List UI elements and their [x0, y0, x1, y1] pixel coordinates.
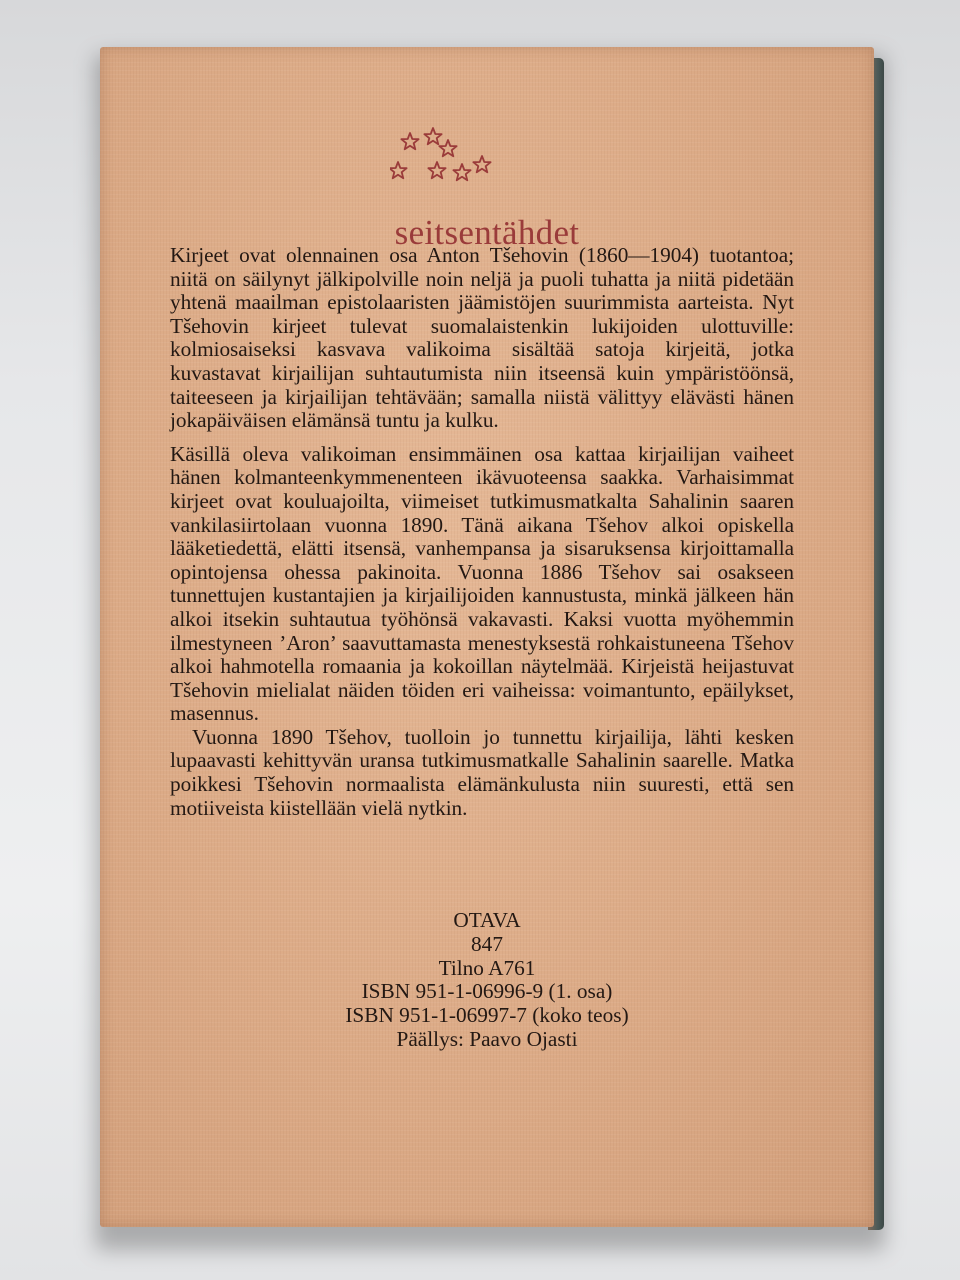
series-number: 847: [471, 931, 503, 956]
book-back-cover: [100, 47, 874, 1227]
isbn-volume: ISBN 951-1-06996-9 (1. osa): [361, 979, 613, 1004]
publication-info: [100, 909, 874, 1052]
seven-stars-icon: [390, 121, 510, 201]
description-paragraph: Käsillä oleva valikoiman ensimmäinen osa kattaa kirjailijan vaiheet hänen kolmanteenkymmenenteen ikävuoteensa saakka. Varhaisimmat kirjeet ovat kouluajoilta, viimeiset tutkimusmatkalta Sahalinin saaren vankilasiirtolaan vuonna 1890. Tänä aikana Tšehov alkoi opiskella lääketiedettä, elätti itsensä, vanhempansa ja sisaruksensa kirjoittamalla opintojensa ohessa pakinoita. Vuonna 1886 Tšehov sai osakseen tunnettujen kustantajien ja kirjailijoiden kannustusta, minkä jälkeen hän alkoi itsekin suhtautua työhönsä vakavasti. Kaksi vuotta myöhemmin ilmestyneen ’Aron’ saavuttamasta menestyksestä rohkaistuneena Tšehov alkoi hahmotella romaania ja kokoillan näytelmää. Kirjeistä heijastuvat Tšehovin mielialat näiden töiden eri vaiheissa: voimantunto, epäilykset, masennus.: [170, 441, 794, 726]
cover-credit: Päällys: Paavo Ojasti: [396, 1026, 578, 1051]
order-code: Tilno A761: [438, 955, 536, 980]
publisher-name: OTAVA: [453, 908, 521, 932]
description-text: [170, 244, 794, 820]
series-name: seitsentähdet: [394, 213, 580, 252]
description-paragraph: Vuonna 1890 Tšehov, tuolloin jo tunnettu kirjailija, lähti kesken lupaavasti kehittyvän uransa tutkimusmatkalle Sahalinin saarelle. Matka poikkesi Tšehovin normaalista elämänkulusta niin suuresti, että sen motiiveista kiistellään vielä nytkin.: [170, 724, 794, 820]
description-paragraph: Kirjeet ovat olennainen osa Anton Tšehovin (1860—1904) tuotantoa; niitä on säilynyt jälkipolville noin neljä ja puoli tuhatta ja niitä pidetään yhtenä maailman epistolaaristen jäämistöjen suurimmista aarteista. Nyt Tšehovin kirjeet tulevat suomalaistenkin lukijoiden ulottuville: kolmiosaiseksi kasvava valikoima sisältää satoja kirjeitä, jotka kuvastavat kirjailijan suhtautumista niin itseensä kuin ympäristöönsä, taiteeseen ja kirjailijan tehtävään; samalla niistä välittyy elävästi hänen jokapäiväisen elämänsä tuntu ja kulku.: [170, 243, 794, 433]
isbn-complete: ISBN 951-1-06997-7 (koko teos): [345, 1003, 629, 1028]
